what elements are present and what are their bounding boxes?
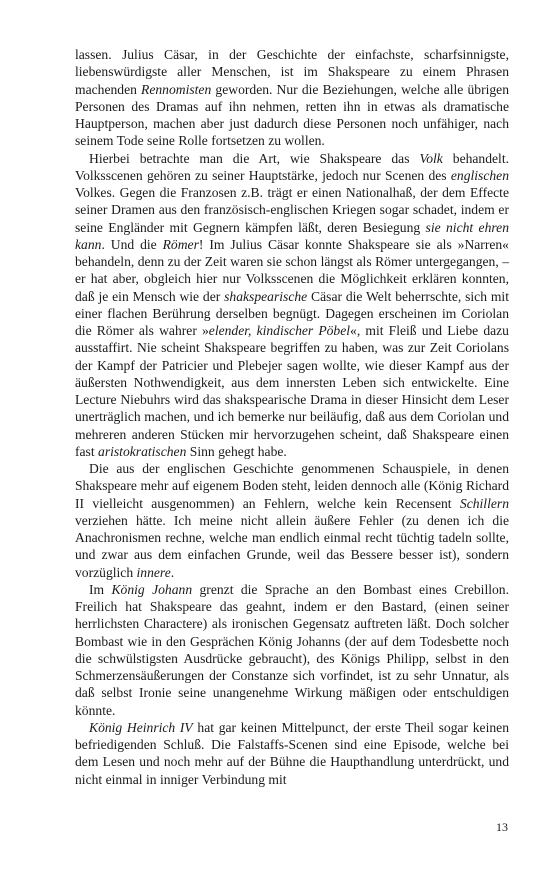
text-segment: Im (89, 581, 112, 597)
text-segment: grenzt die Sprache an den Bombast eines Crebillon. Freilich hat Shakspeare das geahnt, indem er den Bastard, (einen seiner herrlichsten Charactere) als ironischen Gegensatz auftreten läßt. Doch solcher Bombast wie in den Gesprächen König Johanns (der auf dem Todesbette noch die schwülstigsten Ausdrücke gebraucht), des Königs Philipp, selbst in den Schmerzensäußerungen der Constanze sich vorfindet, ist zu sehr Unnatur, als daß selbst Ironie seine unangenehme Wirkung mäßigen oder entschuldigen könnte. (75, 581, 509, 718)
text-segment: . Und die (101, 236, 163, 252)
text-segment: hat gar keinen Mittelpunct, der erste Theil sogar keinen befriedigenden Schluß. Die Falstaffs-Scenen sind eine Episode, welche bei dem Lesen und noch mehr auf der Bühne die Haupthandlung unterdrückt, und nicht einmal in inniger Verbindung mit (75, 719, 509, 787)
text-segment: Sinn gehegt habe. (186, 443, 287, 459)
italic-text: elender, kindischer Pöbel (208, 323, 351, 338)
italic-text: englischen (450, 167, 509, 183)
italic-text: shakspearische (224, 288, 308, 304)
paragraph (75, 150, 509, 461)
paragraph (75, 46, 509, 150)
italic-text: König Johann (111, 581, 193, 597)
text-segment: Hierbei betrachte man die Art, wie Shakspeare das (89, 150, 420, 166)
italic-text: Volk (419, 150, 443, 166)
italic-text: innere (136, 564, 171, 580)
text-segment: geworden. Nur die Beziehungen, welche alle übrigen Personen des Dramas auf ihn nehmen, retten ihn in etwas als dramatische Hauptperson, machen aber just dadurch diese Personen noch unfähiger, nach seinem Tode seine Rolle fortsetzen zu wollen. (75, 81, 510, 149)
text-segment: ! Im Julius Cäsar konnte Shakspeare sie als »Narren« behandeln, denn zu der Zeit waren sie schon längst als Römer untergegangen, – er hat aber, obgleich hier nur Volksscenen die Möglichkeit erklären konnten, daß je ein Mensch wie der (75, 236, 509, 304)
italic-text: König Heinrich IV (89, 719, 193, 735)
paragraph (75, 460, 509, 581)
text-segment: Cäsar die Welt beherrschte, sich mit einer flachen Berührung derselben begnügt. Dagegen erscheinen im Coriolan die Römer als wahrer » (75, 288, 509, 338)
italic-text: sie nicht ehren kann (75, 219, 509, 252)
page-body (75, 46, 509, 788)
italic-text: aristokratischen (98, 443, 187, 459)
page-number: 13 (496, 820, 508, 834)
text-segment: «, mit Fleiß und Liebe dazu ausstaffirt. Nie scheint Shakspeare begriffen zu haben, was zur Zeit Coriolans der Kampf der Patricier und Plebejer sagen wollte, wie dieser Kampf aus der äußersten Nothwendigkeit, aus dem innersten Leben sich entwickelte. Eine Lecture Niebuhrs wird das shakspearische Drama in dieser Hinsicht dem Leser unerträglich machen, und ich bemerke nur beiläufig, daß aus dem Coriolan und mehreren anderen Stücken mir hervorzugehen scheint, daß Shakspeare einen fast (75, 323, 509, 459)
text-segment: Die aus der englischen Geschichte genommenen Schauspiele, in denen Shakspeare mehr auf eigenem Boden steht, leiden dennoch alle (König Richard II vielleicht ausgenommen) an Fehlern, welche kein Recensent (75, 461, 509, 511)
italic-text: Schillern (459, 495, 509, 511)
text-segment: . (170, 564, 175, 580)
text-segment: behandelt. Volksscenen gehören zu seiner Hauptstärke, jedoch nur Scenen des (75, 150, 510, 183)
italic-text: Römer (162, 236, 199, 252)
italic-text: Rennomisten (141, 81, 212, 97)
paragraph (75, 581, 509, 719)
paragraph (75, 719, 509, 788)
text-segment: lassen. Julius Cäsar, in der Geschichte der einfachste, scharfsinnigste, liebenswürdigste aller Menschen, ist im Shakspeare zu einem Phrasen machenden (75, 47, 509, 97)
text-segment: Volkes. Gegen die Franzosen z.B. trägt er einen Nationalhaß, der dem Effecte seiner Dramen aus den französisch-englischen Kriegen sogar schadet, indem er seine Engländer mit Gegnern kämpfen läßt, deren Besiegung (75, 185, 509, 235)
text-segment: verziehen hätte. Ich meine nicht allein äußere Fehler (zu denen ich die Anachronismen rechne, welche man endlich einmal recht tüchtig tadeln sollte, und zwar aus dem einfachen Grunde, weil das Bessere besser ist), sondern vorzüglich (75, 512, 509, 580)
